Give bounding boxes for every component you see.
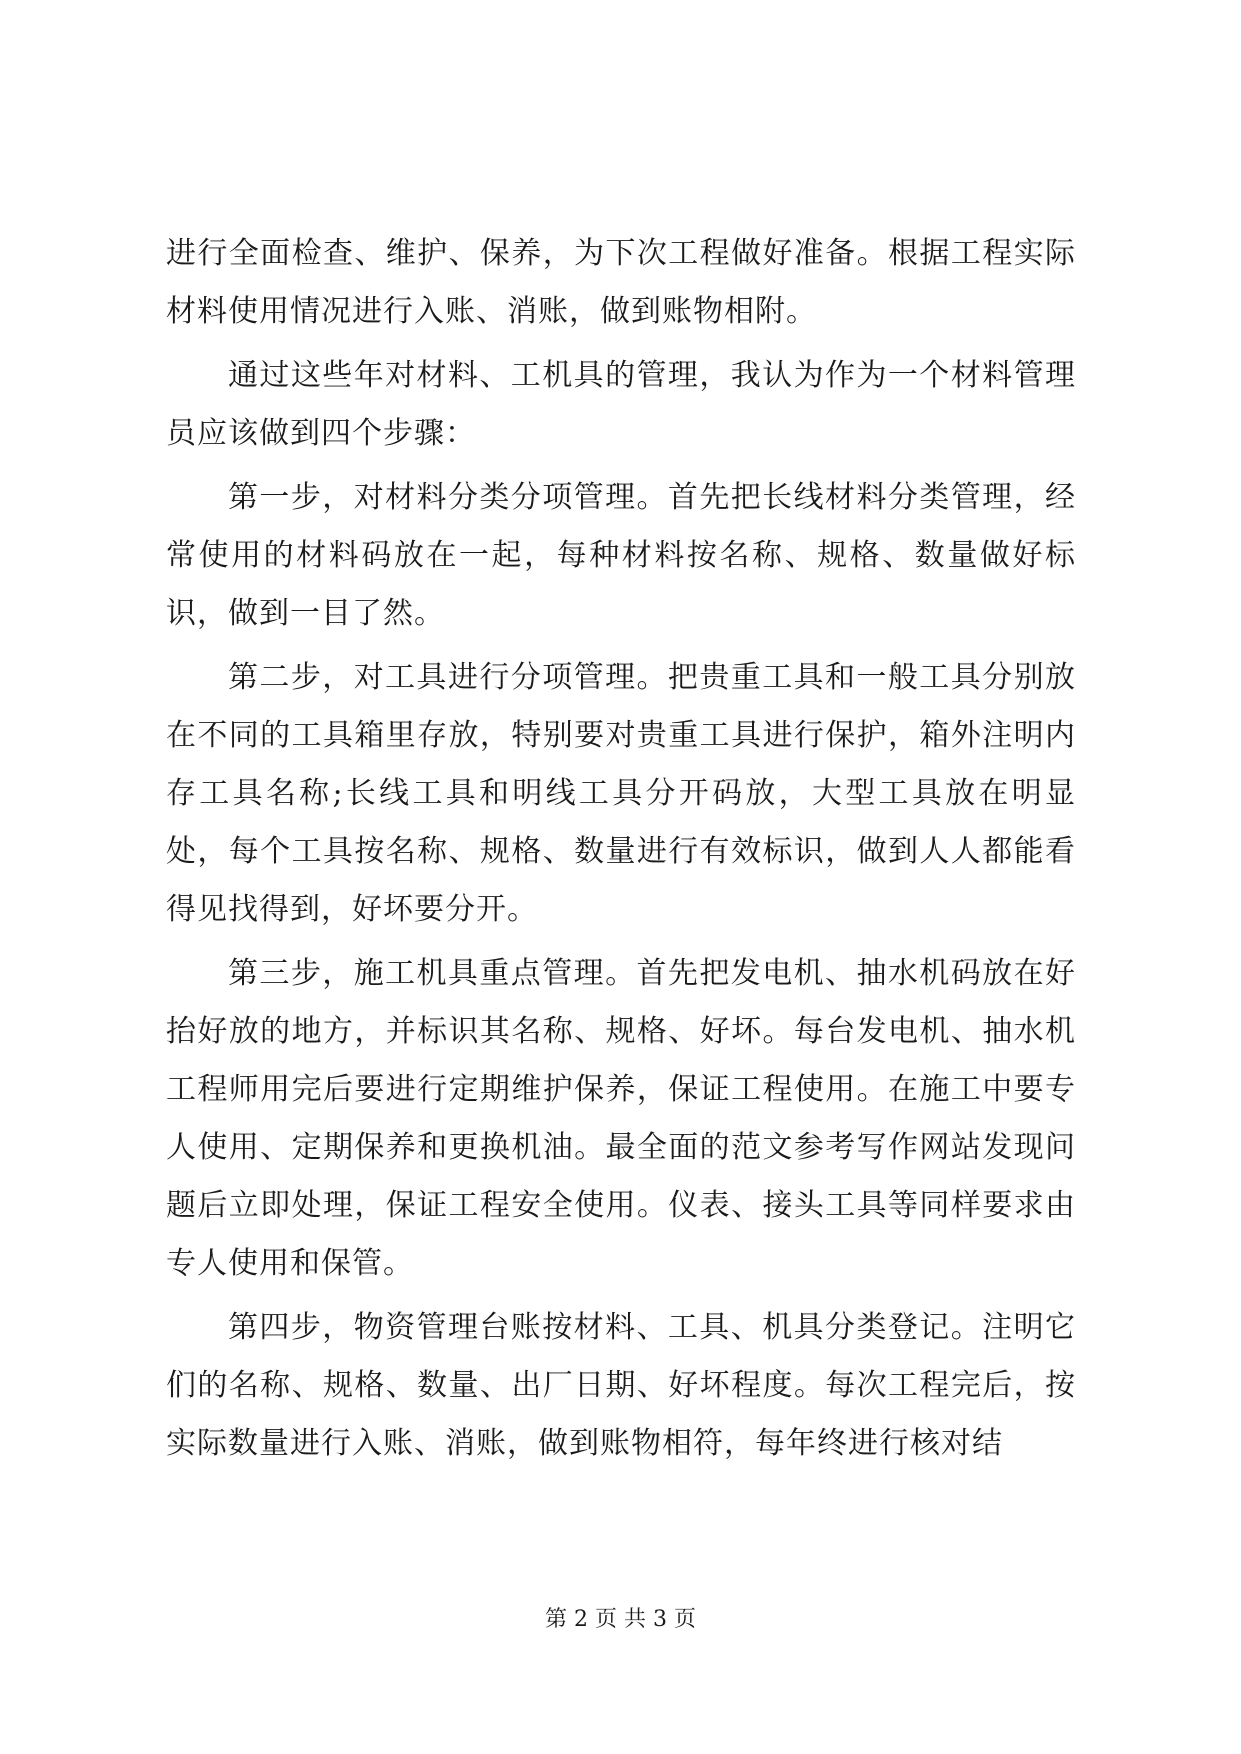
paragraph-2: 通过这些年对材料、工机具的管理，我认为作为一个材料管理员应该做到四个步骤： <box>166 358 1076 451</box>
page-footer: 第 2 页 共 3 页 <box>545 1607 696 1632</box>
paragraph-5: 第三步，施工机具重点管理。首先把发电机、抽水机码放在好抬好放的地方，并标识其名称、规格、好坏。每台发电机、抽水机工程师用完后要进行定期维护保养，保证工程使用。在施工中要专人使用、定期保养和更换机油。最全面的范文参考写作网站发现问题后立即处理，保证工程安全使用。仪表、接头工具等同样要求由专人使用和保管。 <box>166 956 1076 1281</box>
paragraph-3: 第一步，对材料分类分项管理。首先把长线材料分类管理，经常使用的材料码放在一起，每种材料按名称、规格、数量做好标识，做到一目了然。 <box>166 480 1076 631</box>
document-body <box>166 225 1076 1479</box>
paragraph-4: 第二步，对工具进行分项管理。把贵重工具和一般工具分别放在不同的工具箱里存放，特别要对贵重工具进行保护，箱外注明内存工具名称;长线工具和明线工具分开码放，大型工具放在明显处，每个工具按名称、规格、数量进行有效标识，做到人人都能看得见找得到，好坏要分开。 <box>166 660 1076 927</box>
paragraph-1: 进行全面检查、维护、保养，为下次工程做好准备。根据工程实际材料使用情况进行入账、消账，做到账物相附。 <box>166 236 1076 329</box>
paragraph-6: 第四步，物资管理台账按材料、工具、机具分类登记。注明它们的名称、规格、数量、出厂日期、好坏程度。每次工程完后，按实际数量进行入账、消账，做到账物相符，每年终进行核对结 <box>166 1310 1076 1461</box>
